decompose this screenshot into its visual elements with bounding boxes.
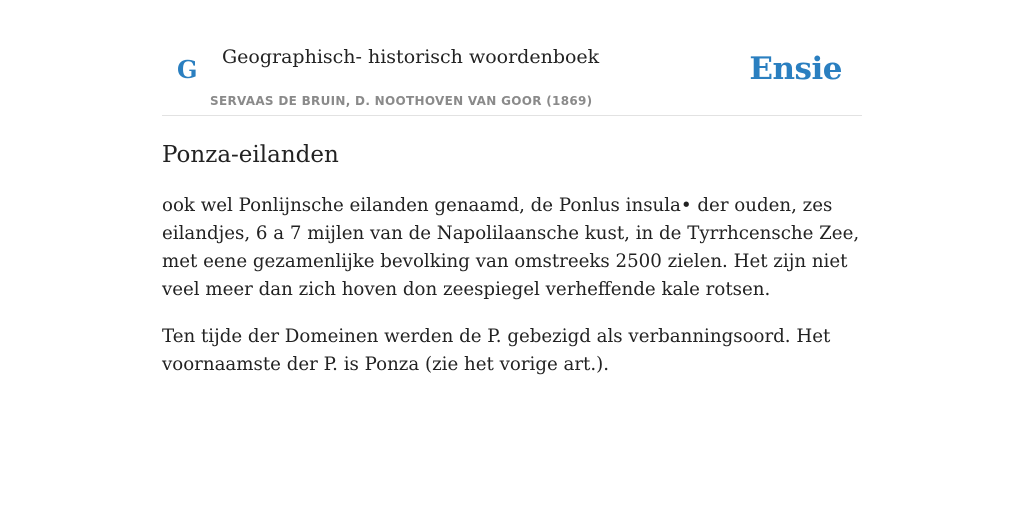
entry-paragraph: Ten tijde der Domeinen werden de P. gebezigd als verbanningsoord. Het voornaamste der P. is Ponza (zie het vorige art.). (162, 326, 831, 375)
book-title: Geographisch- historisch woordenboek (222, 46, 600, 68)
entry-body (162, 192, 862, 379)
book-author: SERVAAS DE BRUIN, D. NOOTHOVEN VAN GOOR (1869) (210, 94, 593, 108)
book-header (162, 0, 862, 116)
entry-title: Ponza-eilanden (162, 142, 339, 168)
letter-index-link[interactable]: G (177, 55, 198, 84)
ensie-logo[interactable]: Ensie (749, 51, 842, 87)
content-container (162, 0, 862, 398)
entry-paragraph: ook wel Ponlijnsche eilanden genaamd, de Ponlus insula• der ouden, zes eilandjes, 6 a 7 mijlen van de Napolilaansche kust, in de Tyrrhcensche Zee, met eene gezamenlijke bevolking van omstreeks 2500 zielen. Het zijn niet veel meer dan zich hoven don zeespiegel verheffende kale rotsen. (162, 195, 860, 300)
